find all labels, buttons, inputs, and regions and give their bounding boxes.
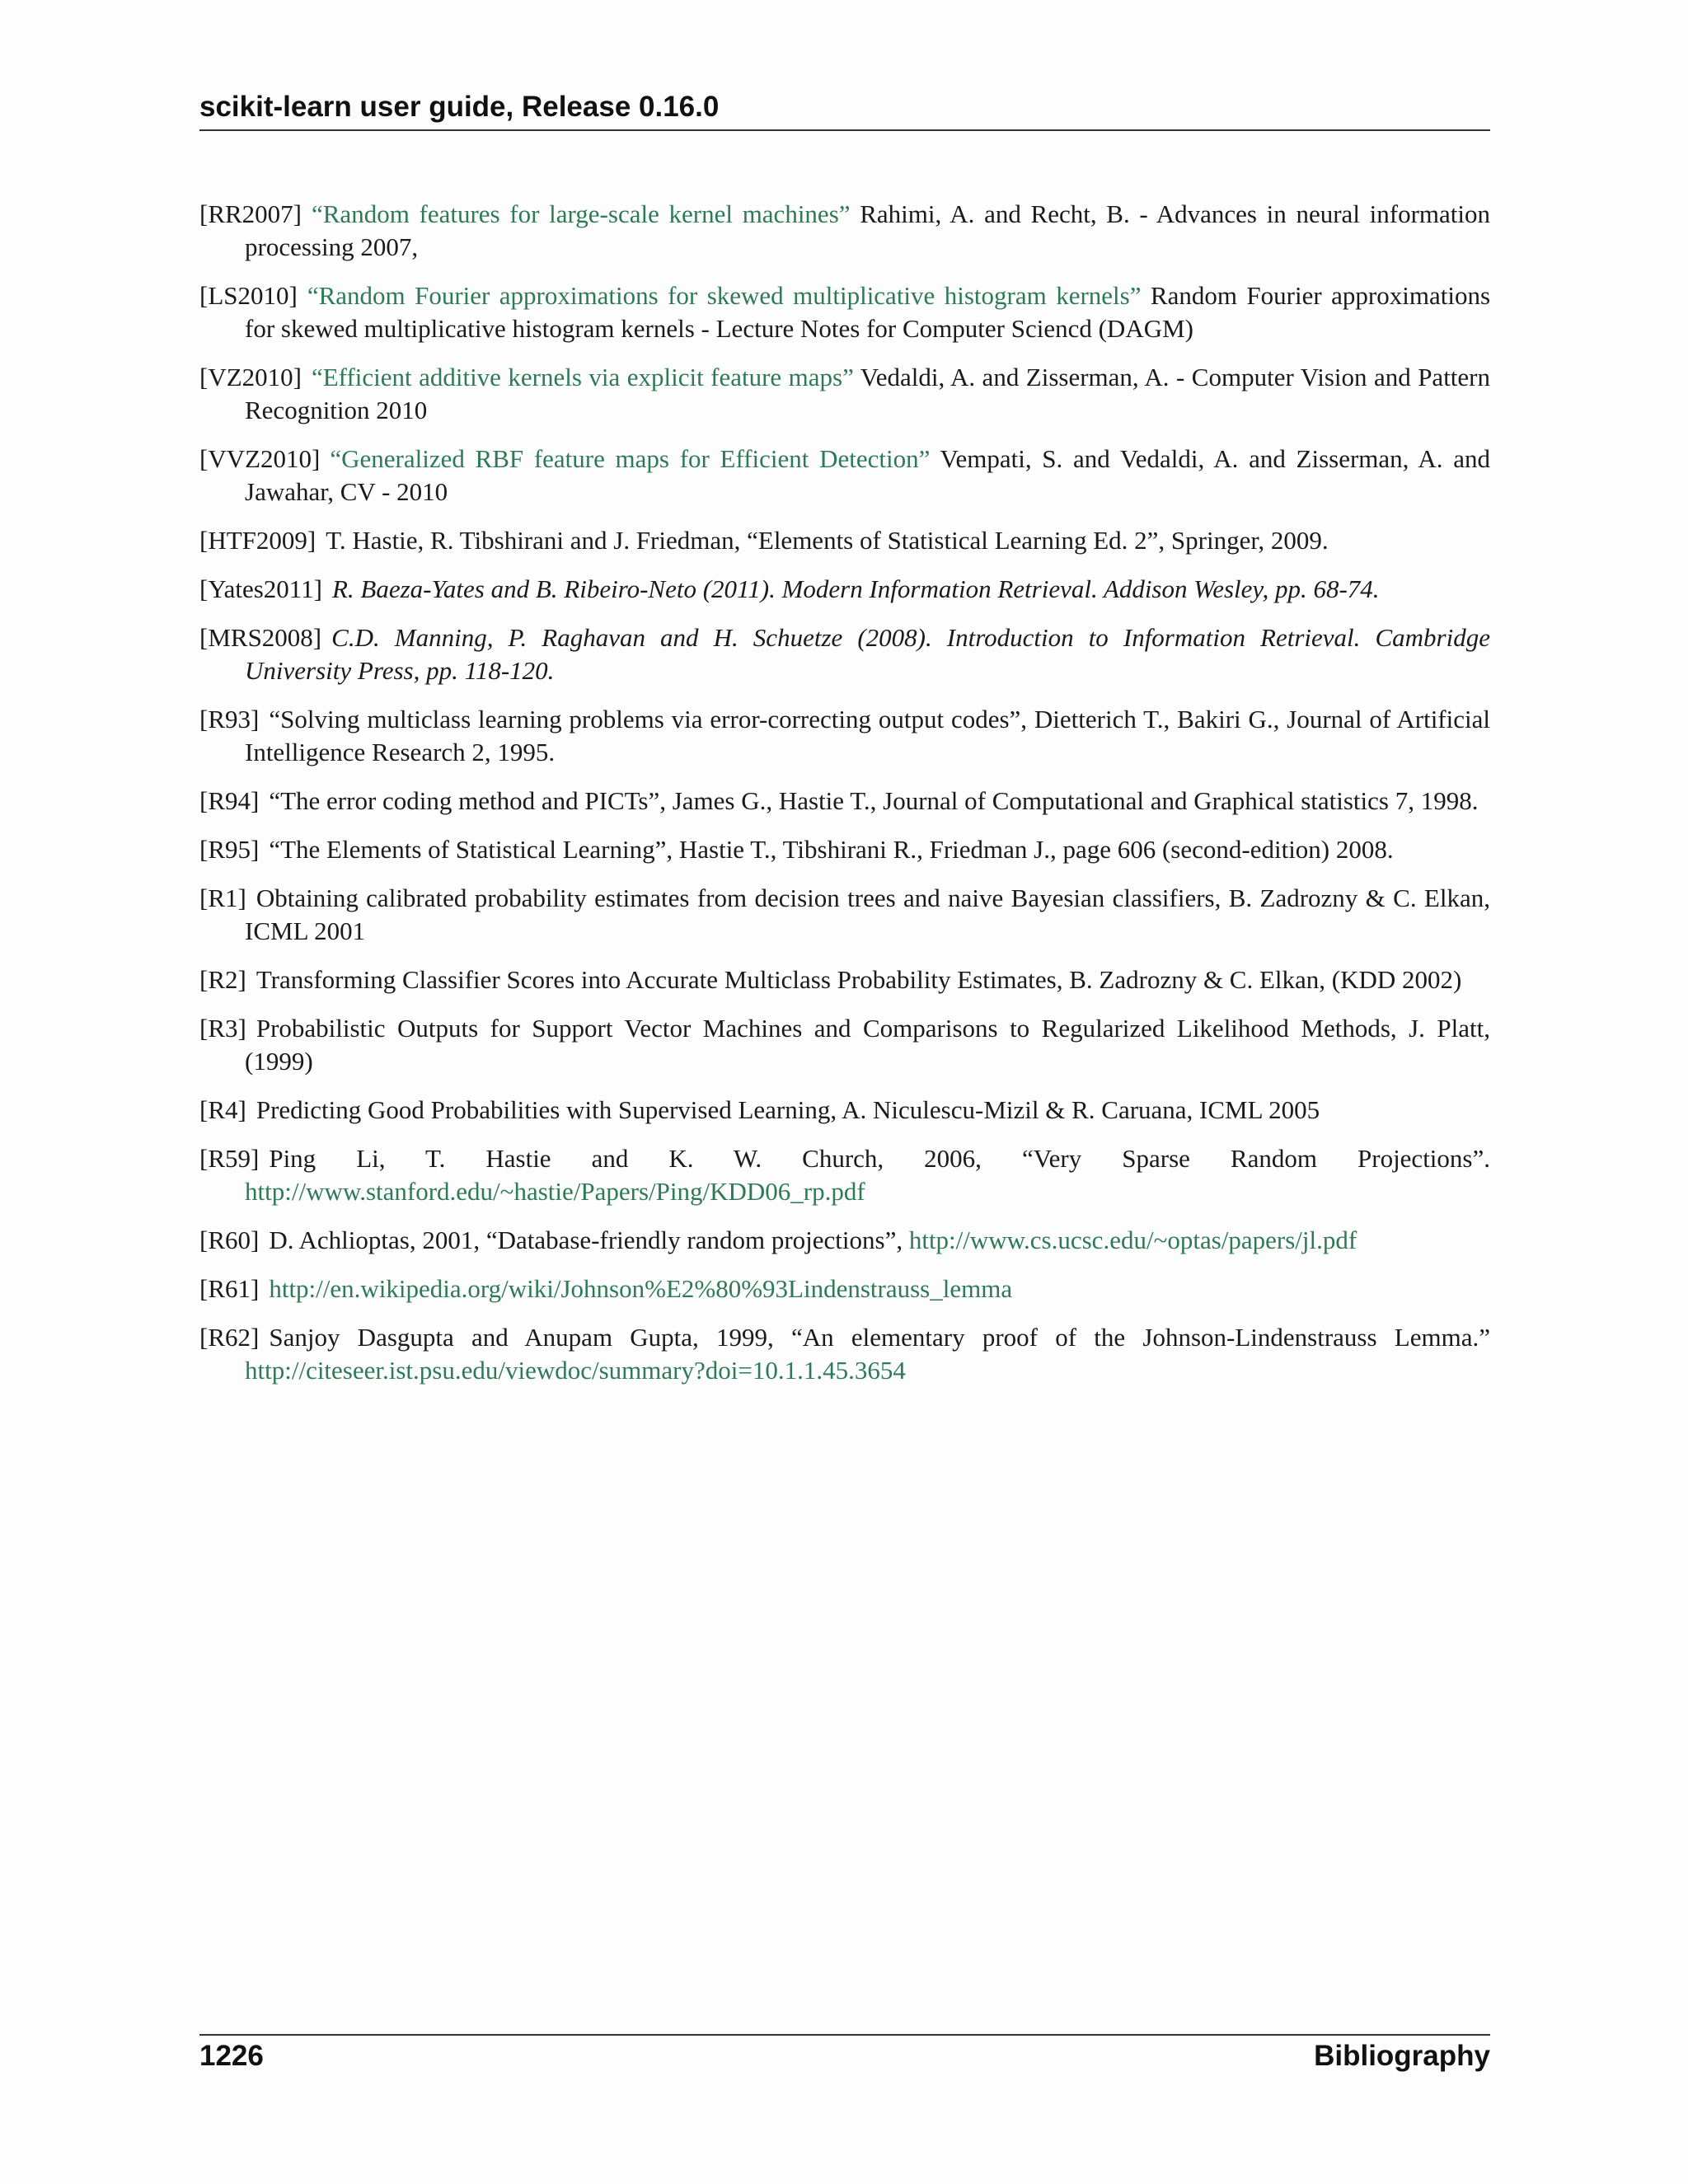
reference-key: [R62] xyxy=(199,1323,260,1352)
reference-key: [Yates2011] xyxy=(199,574,322,603)
header-rule xyxy=(199,129,1490,131)
reference-item xyxy=(199,1094,1490,1127)
reference-key: [VZ2010] xyxy=(199,363,302,391)
reference-key: [RR2007] xyxy=(199,199,302,228)
reference-key: [R59] xyxy=(199,1144,260,1173)
reference-text: T. Hastie, R. Tibshirani and J. Friedman, “Elements of Statistical Learning Ed. 2”, Springer, 2009. xyxy=(326,526,1329,555)
reference-key: [R94] xyxy=(199,786,260,815)
page-header-title: scikit-learn user guide, Release 0.16.0 xyxy=(199,91,720,123)
reference-item xyxy=(199,1012,1490,1078)
reference-link[interactable]: “Generalized RBF feature maps for Efficient Detection” xyxy=(330,444,931,473)
reference-item xyxy=(199,1224,1490,1257)
page-number: 1226 xyxy=(199,2040,264,2072)
reference-item xyxy=(199,1142,1490,1208)
reference-text: Sanjoy Dasgupta and Anupam Gupta, 1999, “An elementary proof of the Johnson-Lindenstrauss Lemma.” xyxy=(269,1323,1490,1352)
reference-link[interactable]: “Random features for large-scale kernel machines” xyxy=(312,199,851,228)
reference-key: [R61] xyxy=(199,1274,260,1303)
reference-key: [R4] xyxy=(199,1095,246,1124)
reference-item xyxy=(199,703,1490,769)
reference-text: Vedaldi, A. and Zisserman, A. - Computer Vision and Pattern Recognition 2010 xyxy=(245,363,1490,424)
reference-item xyxy=(199,1321,1490,1387)
reference-text: “The Elements of Statistical Learning”, Hastie T., Tibshirani R., Friedman J., page 606 (second-edition) 2008. xyxy=(269,835,1394,864)
reference-key: [R1] xyxy=(199,883,246,912)
reference-item xyxy=(199,198,1490,264)
reference-text: D. Achlioptas, 2001, “Database-friendly random projections”, xyxy=(269,1226,903,1254)
reference-key: [HTF2009] xyxy=(199,526,316,555)
reference-text: “Solving multiclass learning problems via error-correcting output codes”, Dietterich T., Bakiri G., Journal of Artificial Intelligence Research 2, 1995. xyxy=(245,705,1490,766)
reference-text: Probabilistic Outputs for Support Vector Machines and Comparisons to Regularized Likelihood Methods, J. Platt, (1999) xyxy=(245,1014,1490,1076)
reference-link[interactable]: “Random Fourier approximations for skewed multiplicative histogram kernels” xyxy=(307,281,1142,310)
footer-rule xyxy=(199,2034,1490,2036)
reference-item xyxy=(199,621,1490,687)
bibliography-list xyxy=(199,198,1490,1403)
reference-key: [R3] xyxy=(199,1014,246,1043)
reference-link[interactable]: http://www.cs.ucsc.edu/~optas/papers/jl.pdf xyxy=(908,1226,1357,1254)
reference-text-italic: C.D. Manning, P. Raghavan and H. Schuetze (2008). Introduction to Information Retrieval. Cambridge University Press, pp. 118-120. xyxy=(245,623,1490,685)
reference-item xyxy=(199,963,1490,996)
reference-item xyxy=(199,833,1490,866)
reference-item xyxy=(199,361,1490,427)
reference-text: Vempati, S. and Vedaldi, A. and Zisserman, A. and Jawahar, CV - 2010 xyxy=(245,444,1490,506)
reference-item xyxy=(199,785,1490,818)
reference-key: [MRS2008] xyxy=(199,623,322,652)
reference-text: Rahimi, A. and Recht, B. - Advances in neural information processing 2007, xyxy=(245,199,1490,261)
reference-text: Obtaining calibrated probability estimates from decision trees and naive Bayesian classifiers, B. Zadrozny & C. Elkan, ICML 2001 xyxy=(245,883,1490,945)
reference-key: [R60] xyxy=(199,1226,260,1254)
reference-key: [R2] xyxy=(199,965,246,994)
reference-item xyxy=(199,279,1490,345)
reference-link[interactable]: “Efficient additive kernels via explicit feature maps” xyxy=(311,363,854,391)
reference-text: Predicting Good Probabilities with Supervised Learning, A. Niculescu-Mizil & R. Caruana, ICML 2005 xyxy=(256,1095,1320,1124)
reference-key: [LS2010] xyxy=(199,281,298,310)
reference-key: [R93] xyxy=(199,705,260,733)
reference-text: Random Fourier approximations for skewed multiplicative histogram kernels - Lecture Notes for Computer Sciencd (DAGM) xyxy=(245,281,1491,343)
reference-key: [VVZ2010] xyxy=(199,444,321,473)
reference-item xyxy=(199,524,1490,557)
reference-key: [R95] xyxy=(199,835,260,864)
reference-item xyxy=(199,443,1490,509)
reference-item xyxy=(199,1272,1490,1305)
reference-text: “The error coding method and PICTs”, James G., Hastie T., Journal of Computational and Graphical statistics 7, 1998. xyxy=(269,786,1479,815)
reference-link[interactable]: http://en.wikipedia.org/wiki/Johnson%E2%80%93Lindenstrauss_lemma xyxy=(269,1274,1013,1303)
reference-text: Transforming Classifier Scores into Accurate Multiclass Probability Estimates, B. Zadrozny & C. Elkan, (KDD 2002) xyxy=(256,965,1462,994)
reference-item xyxy=(199,882,1490,948)
section-title: Bibliography xyxy=(1314,2040,1490,2072)
reference-text: Ping Li, T. Hastie and K. W. Church, 2006, “Very Sparse Random Projections”. xyxy=(269,1144,1490,1173)
reference-link[interactable]: http://www.stanford.edu/~hastie/Papers/Ping/KDD06_rp.pdf xyxy=(245,1177,865,1206)
reference-item xyxy=(199,573,1490,606)
reference-link[interactable]: http://citeseer.ist.psu.edu/viewdoc/summary?doi=10.1.1.45.3654 xyxy=(245,1356,906,1385)
reference-text-italic: R. Baeza-Yates and B. Ribeiro-Neto (2011). Modern Information Retrieval. Addison Wesley, pp. 68-74. xyxy=(331,574,1380,603)
